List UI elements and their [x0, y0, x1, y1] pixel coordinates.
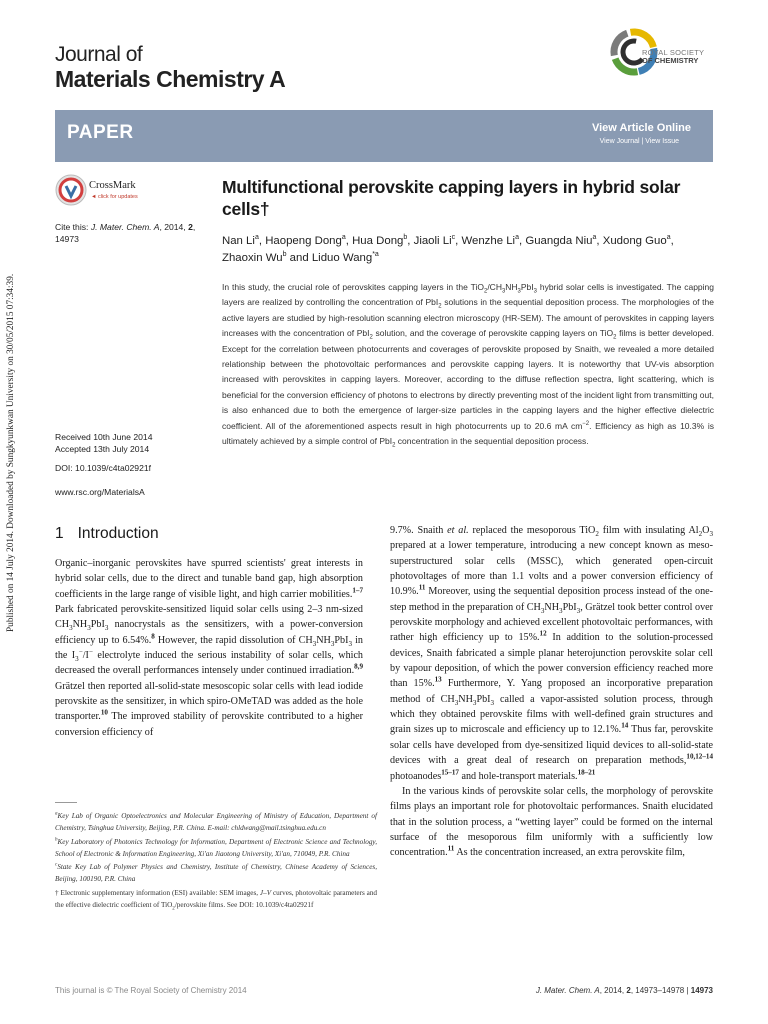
- paragraph: [390, 523, 713, 784]
- affiliation-footnote: [55, 836, 377, 860]
- affiliation-mark: a: [254, 234, 259, 242]
- body-text: photoanodes: [390, 770, 442, 782]
- affiliation-mark: a: [666, 234, 671, 242]
- subscript: 2: [369, 334, 373, 341]
- citation-ref[interactable]: 11: [447, 844, 455, 853]
- abstract-text: solution, and the coverage of perovskite capping layers on TiO: [372, 328, 614, 339]
- cite-volume: 2: [188, 222, 193, 232]
- subscript: 3: [312, 639, 317, 648]
- body-text: PbI: [476, 693, 491, 705]
- dates-block: [55, 432, 152, 455]
- citation-ref[interactable]: 8: [151, 632, 155, 641]
- esi-footnote: [55, 887, 377, 911]
- body-text: called a vapor-assisted solution process, through which they obtained perovskite films with well-defined grain structures and grain sizes up to microscale and efficiency up to 12.1%.: [390, 693, 713, 736]
- subscript: 3: [540, 606, 545, 615]
- footnote-mark: c: [55, 862, 58, 868]
- citation-ref[interactable]: 10,12–14: [686, 752, 713, 761]
- body-text: Furthermore, Y. Yang proposed an incorporative preparation method of CH: [390, 678, 713, 705]
- subscript: 3: [490, 698, 495, 707]
- footnote-text: /perovskite films. See DOI: 10.1039/c4ta02921f: [174, 900, 314, 909]
- body-text: PbI: [562, 601, 577, 613]
- subscript: 2: [172, 905, 175, 911]
- body-text: Grätzel then reported all-solid-state mesoscopic solar cells with lead iodide perovskite as the sensitizer, in which spiro-OMeTAD was added as the hole transporter.: [55, 680, 363, 723]
- abstract-text: /CH: [487, 282, 502, 292]
- journal-title-line2: Materials Chemistry A: [55, 66, 286, 92]
- subscript: 3: [454, 698, 459, 707]
- author-name: Xudong Guo: [602, 235, 667, 247]
- body-text: NH: [316, 634, 331, 646]
- subscript: 3: [501, 288, 506, 295]
- footer-journal: J. Mater. Chem. A: [535, 986, 600, 995]
- journal-url[interactable]: www.rsc.org/MaterialsA: [55, 487, 145, 497]
- footer-year: , 2014,: [599, 986, 627, 995]
- affiliation-footnote: [55, 861, 377, 885]
- subscript: 2: [698, 530, 703, 539]
- subscript: 3: [104, 624, 109, 633]
- received-date: Received 10th June 2014: [55, 432, 153, 442]
- body-text: Organic–inorganic perovskites have spurred scientists' great interests in hybrid solar cells, due to the direct and tunable band gap, high absorption coefficients in the large range of visible light, and high carrier mobilities.: [55, 558, 363, 600]
- abstract: [222, 280, 714, 449]
- footnote-mark: a: [55, 811, 58, 817]
- subscript: 3: [472, 698, 477, 707]
- citation-ref[interactable]: 1–7: [352, 586, 363, 595]
- view-journal-link[interactable]: View Journal: [599, 138, 640, 145]
- page-footer: [55, 986, 713, 1000]
- superscript: −2: [582, 420, 590, 427]
- body-text: In addition to the solution-processed devices, Snaith fabricated a simple planar heterojunction perovskite solar cell by vapour deposition, of which the power conversion efficiency reached more than 15%.: [390, 632, 713, 690]
- affiliation-mark: a: [515, 234, 519, 242]
- body-column-left: [55, 556, 363, 740]
- view-article-online-link[interactable]: View Article Online: [591, 122, 691, 134]
- logo-text-line1: ROYAL SOCIETY: [642, 48, 705, 57]
- crossmark-label: CrossMark: [89, 180, 136, 191]
- page-citation: [536, 986, 713, 995]
- affiliation-mark: c: [451, 234, 456, 242]
- citation-block: [55, 222, 215, 245]
- footnote-mark: b: [55, 837, 58, 843]
- footnotes: [55, 810, 377, 912]
- doi[interactable]: DOI: 10.1039/c4ta02921f: [55, 463, 152, 473]
- affiliation-mark: b: [282, 251, 287, 259]
- publisher-logo: [608, 22, 718, 92]
- citation-ref[interactable]: 15–17: [441, 768, 459, 777]
- logo-text-line2: OF CHEMISTRY: [642, 56, 699, 65]
- subscript: 2: [392, 442, 396, 449]
- body-text: film with insulating Al: [598, 525, 699, 536]
- body-text: replaced the mesoporous TiO: [468, 525, 596, 536]
- citation-ref[interactable]: 11: [418, 584, 426, 592]
- abstract-text: hybrid solar cells is investigated. The capping layers are realized by controlling the concentration of PbI: [222, 282, 715, 308]
- abstract-text: PbI: [520, 282, 534, 292]
- cite-pages-2: 14973: [55, 233, 79, 244]
- section-number: 1: [55, 525, 64, 542]
- body-text: et al.: [447, 525, 469, 536]
- article-title: Multifunctional perovskite capping layers in hybrid solar cells†: [222, 177, 681, 219]
- author-separator: ,: [596, 235, 603, 247]
- body-text: NH: [458, 693, 473, 705]
- author-separator: and: [286, 252, 312, 264]
- subscript: 3: [87, 624, 91, 633]
- author-separator: ,: [345, 235, 353, 247]
- citation-ref[interactable]: 8,9: [354, 663, 363, 672]
- author-separator: ,: [670, 235, 674, 247]
- citation-ref[interactable]: 14: [621, 722, 629, 731]
- subscript: 3: [709, 530, 714, 539]
- footnote-text: State Key Lab of Polymer Physics and Chemistry, Institute of Chemistry, Chinese Academy of Sciences, Beijing, 100190, P.R. China: [55, 863, 377, 883]
- journal-title-line1: Journal of: [55, 43, 143, 66]
- body-text: /I: [82, 650, 89, 662]
- subscript: 3: [533, 288, 537, 295]
- cite-year: , 2014,: [159, 222, 189, 232]
- paragraph: [390, 784, 713, 861]
- body-text: PbI: [90, 619, 105, 631]
- body-text: in the I: [55, 634, 363, 662]
- body-text: As the concentration increased, an extra perovskite film,: [454, 847, 685, 859]
- paper-banner: [55, 110, 713, 162]
- cite-pages: ,: [192, 222, 196, 232]
- affiliation-footnote: [55, 810, 377, 834]
- footnote-text: J–V: [259, 888, 272, 897]
- superscript: −: [88, 647, 93, 656]
- author-name: Zhaoxin Wu: [222, 252, 283, 264]
- abstract-text: . Efficiency as high as 10.3% is ultimately achieved by a simple control of PbI: [222, 420, 714, 447]
- body-text: Moreover, using the sequential deposition process instead of the one-step method in the preparation of CH: [390, 586, 713, 613]
- affiliation-mark: *a: [372, 251, 379, 259]
- abstract-text: films is better developed. Except for the correlation between photocurrents and coverages of perovskite proposed by Snaith, we revealed a more detailed relationship between the photovoltaic performances and perovskite capping layers. It is noteworthy that UV-vis absorption increased with perovskites in capping layers. Moreover, according to the diffuse reflection spectra, light scattering, which is beneficial for the conversion efficiency of photons to electrons by directly preventing most of the incident light from transmitting out, is also enhanced due to both the emergence of larger-size particles in the capping layers and the higher effective dielectric coefficient. All of the aforementioned aspects result in high photocurrents up to 20.6 mA cm: [222, 328, 715, 431]
- footnote-text: † Electronic supplementary information (ESI) available: SEM images,: [55, 888, 260, 897]
- author-list: [222, 233, 702, 267]
- subscript: 2: [484, 288, 488, 295]
- banner-links: [600, 138, 679, 145]
- body-text: and hole-transport materials.: [458, 770, 578, 782]
- subscript: 3: [330, 639, 335, 648]
- body-text: O: [702, 525, 710, 536]
- journal-title: [55, 44, 285, 92]
- body-text: The improved stability of perovskite contributed to a higher conversion efficiency of: [55, 711, 363, 738]
- footnote-text: Key Laboratory of Photonics Technology for Information, Department of Electronic Science and Technology, School of Electronic & Information Engineering, Xi'an Jiaotong University, Xi'an, 710049, P.R. China: [55, 837, 377, 858]
- author-name: Nan Li: [222, 235, 255, 247]
- cite-journal: J. Mater. Chem. A: [90, 222, 160, 232]
- body-text: electrolyte induced the serious instability of solar cells, which decreased the overall performances intensely under continued irradiation.: [55, 650, 363, 677]
- citation-ref[interactable]: 13: [434, 676, 442, 685]
- citation-ref[interactable]: 12: [539, 630, 547, 639]
- body-text: prepared at a lower temperature, introducing a new concept known as meso-superstructured solar cells (MSSC), which generated open-circuit photovoltages of more than 1.1 volts and a power conversion efficiency of 10.9%.: [390, 540, 713, 598]
- body-text: 9.7%. Snaith: [390, 525, 448, 536]
- view-issue-link[interactable]: View Issue: [645, 138, 679, 145]
- footnote-text: Key Lab of Organic Optoelectronics and Molecular Engineering of Ministry of Education, Department of Chemistry, Tsinghua University, Beijing, P.R. China. E-mail: chldwang@mail.tsinghua.edu.cn: [55, 812, 377, 832]
- subscript: 3: [559, 606, 563, 615]
- author-separator: ,: [258, 235, 266, 247]
- subscript: 3: [517, 288, 521, 295]
- author-separator: ,: [519, 235, 526, 247]
- subscript: 3: [75, 655, 79, 664]
- affiliation-mark: b: [403, 234, 408, 242]
- author-name: Wenzhe Li: [461, 235, 516, 247]
- body-text: However, the rapid dissolution of CH: [154, 634, 313, 646]
- crossmark-icon: [55, 174, 87, 206]
- author-name: Guangda Niu: [525, 235, 593, 247]
- subscript: 3: [348, 639, 353, 648]
- body-text: nanocrystals as the sensitizers, with a power-conversion efficiency up to 6.54%.: [55, 619, 363, 646]
- copyright: This journal is © The Royal Society of Chemistry 2014: [55, 986, 247, 995]
- body-column-right: [390, 523, 713, 861]
- section-heading: [55, 525, 159, 543]
- citation-ref[interactable]: 18–21: [577, 768, 596, 777]
- superscript: −: [78, 647, 83, 656]
- abstract-text: concentration in the sequential deposition process.: [395, 436, 589, 447]
- link-separator: |: [639, 138, 646, 145]
- subscript: 2: [438, 304, 442, 311]
- body-text: NH: [544, 601, 560, 613]
- section-title: Introduction: [77, 525, 159, 542]
- body-text: Park fabricated perovskite-sensitized liquid solar cells using 2–3 nm-sized CH: [55, 604, 363, 631]
- author-separator: ,: [407, 235, 414, 247]
- footnote-divider: [55, 802, 77, 803]
- author-name: Liduo Wang: [311, 252, 373, 264]
- citation-ref[interactable]: 10: [100, 709, 108, 718]
- affiliation-mark: a: [592, 234, 597, 242]
- accepted-date: Accepted 13th July 2014: [55, 443, 150, 454]
- download-side-note: Published on 14 July 2014. Downloaded by Sungkyunkwan University on 30/05/2015 07:34:39.: [6, 273, 16, 632]
- abstract-text: In this study, the crucial role of perovskites capping layers in the TiO: [222, 282, 484, 292]
- crossmark-badge[interactable]: [55, 174, 145, 212]
- body-text: Thus far, perovskite solar cells have developed from dye-sensitized liquid devices to all-solid-state devices with a great deal of research on preparation methods,: [390, 724, 713, 767]
- abstract-text: solutions in the sequential deposition process. The morphologies of the active layers are studied by high-resolution scanning electron microscopy (HR-SEM). The amount of perovskites in capping layers increases with the concentration of PbI: [222, 297, 714, 339]
- affiliation-mark: a: [341, 234, 346, 242]
- body-text: In the various kinds of perovskite solar cells, the morphology of perovskite films plays an important role for photovoltaic performances. Snaith elucidated that in the solution process, a “wetting layer” could be formed on the internal surface of the mesoporous film uniformly with a sufficiently low concentration.: [390, 785, 713, 859]
- author-separator: ,: [455, 235, 462, 247]
- cite-prefix: Cite this:: [55, 222, 91, 232]
- subscript: 3: [69, 624, 73, 633]
- body-text: NH: [72, 619, 88, 631]
- footer-pages: , 14973–14978 |: [630, 986, 691, 995]
- paragraph: [55, 556, 363, 740]
- body-text: , Grätzel took better control over perovskite morphology and achieved excellent photovoltaic performances, with rather high efficiency up to 15%.: [390, 601, 713, 644]
- abstract-text: NH: [505, 282, 518, 292]
- article-type-label: PAPER: [67, 122, 134, 143]
- footnote-text: curves, photovoltaic parameters and the effective dielectric coefficient of TiO: [55, 888, 378, 909]
- author-name: Jiaoli Li: [413, 235, 452, 247]
- page-number: 14973: [690, 986, 713, 995]
- author-name: Haopeng Dong: [265, 235, 342, 247]
- body-text: PbI: [334, 634, 349, 646]
- subscript: 2: [613, 334, 617, 341]
- footer-volume: 2: [626, 986, 631, 995]
- subscript: 2: [595, 530, 599, 539]
- author-name: Hua Dong: [352, 235, 404, 247]
- subscript: 3: [576, 606, 581, 615]
- crossmark-sub: ◄ click for updates: [91, 194, 138, 200]
